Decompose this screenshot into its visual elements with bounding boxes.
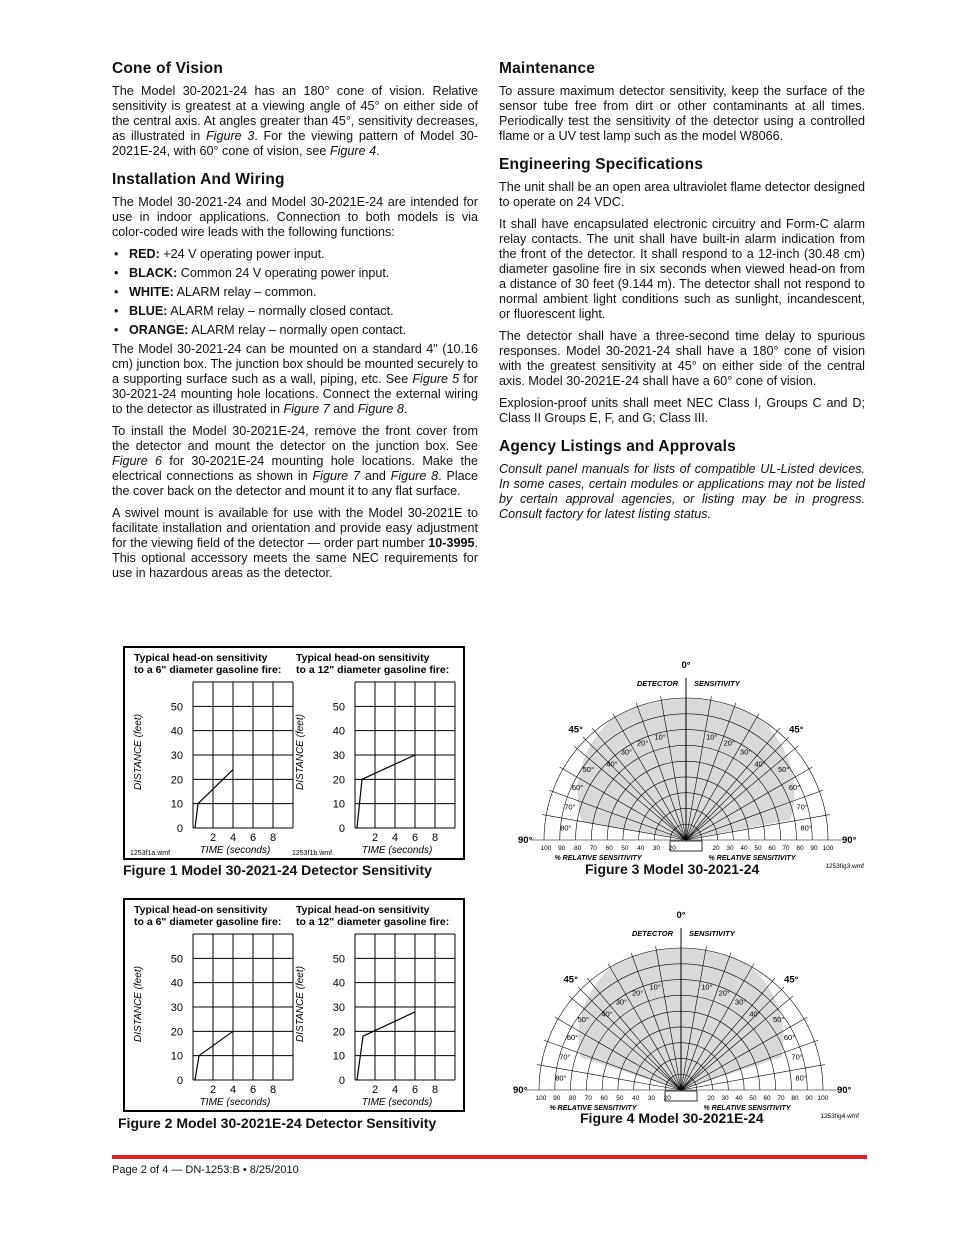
x-tick-label: 4 — [391, 832, 399, 844]
angle-label-right: 70° — [791, 1052, 803, 1062]
angle-label-left: 60° — [571, 783, 584, 793]
angle-label-right: 60° — [783, 1033, 796, 1043]
y-tick-label: 40 — [170, 725, 183, 738]
engineering-paragraph-1: The unit shall be an open area ultraviolet flame detector designed to operate on 24 VDC. — [499, 180, 865, 209]
angle-label-left: 70° — [559, 1052, 571, 1062]
scale-label-right: 20 — [712, 845, 720, 852]
x-tick-label: 6 — [411, 832, 419, 844]
x-axis-label: TIME (seconds) — [199, 845, 271, 856]
zero-angle-label: 0° — [676, 910, 686, 921]
panel-title-line-2: to a 6" diameter gasoline fire: — [134, 916, 282, 928]
y-axis-label: DISTANCE (feet) — [295, 714, 306, 790]
install-heading: Installation And Wiring — [112, 171, 285, 188]
scale-label-right: 30 — [721, 1095, 729, 1102]
scale-label-right: 100 — [822, 845, 834, 852]
x-tick-label: 4 — [391, 1084, 399, 1096]
right-column — [499, 60, 865, 529]
x-tick-label: 8 — [269, 832, 277, 844]
angle-label-right: 40° — [749, 1009, 761, 1019]
engineering-paragraph-3: The detector shall have a three-second time delay to spurious responses. Model 30-2021-24 shall have a 180° cone of vision with the greatest sensitivity at 45° on either side of the central axis. Model 30-2021E-24 shall have a 60° cone of vision. — [499, 329, 865, 388]
scale-label-right: 50 — [754, 845, 762, 852]
panel-title-line-1: Typical head-on sensitivity — [134, 904, 268, 916]
scale-label-left: 90 — [553, 1095, 561, 1102]
angle-label-right: 45° — [784, 974, 799, 986]
file-label: 1253fig4.wmf — [820, 1113, 859, 1120]
y-tick-label: 50 — [170, 701, 183, 714]
panel-title-line-1: Typical head-on sensitivity — [296, 904, 430, 916]
figure-3-polar-diagram — [510, 646, 865, 870]
y-tick-label: 50 — [332, 701, 345, 714]
scale-label-left: 30 — [647, 1095, 656, 1102]
scale-label-right: 60 — [768, 845, 776, 852]
x-axis-label: TIME (seconds) — [361, 845, 433, 856]
panel-title-line-1: Typical head-on sensitivity — [134, 652, 268, 664]
y-tick-label: 50 — [170, 953, 183, 966]
panel-title-line-2: to a 12" diameter gasoline fire: — [296, 916, 450, 928]
angle-label-right: 90° — [837, 1085, 852, 1096]
x-tick-label: 6 — [249, 1084, 257, 1096]
scale-label-left: 80 — [568, 1095, 577, 1102]
x-tick-label: 8 — [269, 1084, 277, 1096]
list-item: • WHITE: ALARM relay – common. — [112, 285, 478, 300]
x-axis-label: TIME (seconds) — [199, 1097, 271, 1108]
scale-label-left: 70 — [589, 845, 597, 852]
agency-paragraph: Consult panel manuals for lists of compatible UL-Listed devices. In some cases, certain modules or applications may not be listed by certain approval agencies, or listing may be in progress. Consult factory for latest listing status. — [499, 462, 865, 521]
y-tick-label: 0 — [338, 823, 345, 835]
relative-sensitivity-right: % RELATIVE SENSITIVITY — [708, 855, 796, 862]
figure-1-chart — [123, 646, 465, 860]
angle-label-left: 45° — [563, 974, 578, 986]
wire-list — [112, 247, 478, 338]
y-axis-label: DISTANCE (feet) — [133, 966, 144, 1042]
list-item: • RED: +24 V operating power input. — [112, 247, 478, 262]
x-tick-label: 2 — [209, 832, 217, 844]
engineering-paragraph-2: It shall have encapsulated electronic circuitry and Form-C alarm relay contacts. The unit shall have built-in alarm indication from the front of the detector. It shall respond to a 12-inch (30.48 cm) diameter gasoline fire in six seconds when viewed head-on from a distance of 30 feet (9.144 m). The detector shall not respond to normal ambient light conditions such as sunlight, incandescent, or fluorescent light. — [499, 217, 865, 321]
y-tick-label: 40 — [332, 725, 345, 738]
x-tick-label: 2 — [371, 1084, 379, 1096]
scale-label-left: 30 — [652, 845, 661, 852]
list-item: • ORANGE: ALARM relay – normally open contact. — [112, 323, 478, 338]
angle-label-left: 40° — [601, 1009, 613, 1019]
sensitivity-label: SENSITIVITY — [689, 929, 735, 938]
install-paragraph-4: A swivel mount is available for use with the Model 30-2021E to facilitate installation and orientation and provide easy adjustment for the viewing field of the detector — order part number 10-3995. This optional accessory meets the same NEC requirements for use in hazardous areas as the detector. — [112, 506, 478, 580]
figure-4-polar-diagram — [505, 896, 860, 1120]
panel-title-line-2: to a 6" diameter gasoline fire: — [134, 664, 282, 676]
scale-label-right: 40 — [735, 1095, 743, 1102]
y-axis-label: DISTANCE (feet) — [295, 966, 306, 1042]
y-tick-label: 30 — [170, 750, 183, 762]
angle-label-right: 80° — [795, 1073, 807, 1083]
angle-label-right: 50° — [773, 1015, 785, 1024]
figure-2-caption: Figure 2 Model 30-2021E-24 Detector Sensitivity — [118, 1115, 437, 1131]
scale-label-right: 60 — [763, 1095, 771, 1102]
y-tick-label: 10 — [332, 798, 345, 811]
engineering-heading: Engineering Specifications — [499, 156, 704, 173]
y-axis-label: DISTANCE (feet) — [133, 714, 144, 790]
y-tick-label: 50 — [332, 953, 345, 966]
angle-label-right: 45° — [789, 724, 804, 736]
angle-label-left: 30° — [615, 997, 628, 1007]
install-paragraph-3: To install the Model 30-2021E-24, remove the front cover from the detector and mount the detector on the junction box. See Figure 6 for 30-2021E-24 mounting hole locations. Make the electrical connections as shown in Figure 7 and Figure 8. Place the cover back on the detector and mount it to any flat surface. — [112, 424, 479, 498]
file-label: 1253f1a.wmf — [130, 850, 171, 857]
x-tick-label: 6 — [411, 1084, 419, 1096]
relative-sensitivity-right: % RELATIVE SENSITIVITY — [703, 1105, 791, 1112]
scale-label-left: 20 — [668, 845, 676, 852]
x-axis-label: TIME (seconds) — [361, 1097, 433, 1108]
angle-label-right: 60° — [788, 783, 801, 793]
figure-2-chart — [123, 898, 465, 1112]
angle-label-left: 60° — [566, 1033, 579, 1043]
x-tick-label: 4 — [229, 1084, 237, 1096]
angle-label-left: 20° — [637, 738, 649, 748]
list-item: • BLACK: Common 24 V operating power input. — [112, 266, 478, 281]
figure-3-caption: Figure 3 Model 30-2021-24 — [585, 861, 760, 877]
scale-label-left: 60 — [600, 1095, 608, 1102]
y-tick-label: 0 — [176, 1075, 183, 1087]
angle-label-left: 45° — [568, 724, 583, 736]
scale-label-right: 80 — [796, 845, 804, 852]
y-tick-label: 30 — [332, 750, 345, 762]
y-tick-label: 40 — [170, 977, 183, 990]
angle-label-left: 50° — [577, 1015, 589, 1024]
angle-label-right: 30° — [734, 997, 747, 1007]
angle-label-left: 20° — [632, 988, 644, 998]
scale-label-right: 50 — [749, 1095, 757, 1102]
y-tick-label: 40 — [332, 977, 345, 990]
angle-label-left: 10° — [654, 732, 666, 742]
scale-label-left: 90 — [558, 845, 566, 852]
list-item: • BLUE: ALARM relay – normally closed contact. — [112, 304, 478, 319]
angle-label-right: 10° — [706, 732, 718, 742]
cone-heading: Cone of Vision — [112, 60, 224, 77]
scale-label-left: 40 — [637, 845, 645, 852]
angle-label-right: 20° — [718, 988, 730, 998]
y-tick-label: 10 — [170, 798, 183, 811]
file-label: 1253fig3.wmf — [825, 863, 864, 870]
scale-label-right: 30 — [726, 845, 734, 852]
scale-label-left: 50 — [621, 845, 629, 852]
scale-label-right: 100 — [817, 1095, 829, 1102]
scale-label-left: 70 — [584, 1095, 592, 1102]
footer-rule — [112, 1155, 867, 1159]
install-paragraph-2: The Model 30-2021-24 can be mounted on a standard 4" (10.16 cm) junction box. The junction box should be mounted securely to a supporting surface such as a wall, piping, etc. See Figure 5 for 30-2021-24 mounting hole locations. Connect the external wiring to the detector as illustrated in Figure 7 and Figure 8. — [112, 342, 478, 416]
angle-label-left: 10° — [649, 982, 661, 992]
scale-label-left: 60 — [605, 845, 613, 852]
angle-label-right: 80° — [800, 823, 812, 833]
scale-label-left: 100 — [535, 1095, 547, 1102]
angle-label-left: 90° — [518, 835, 533, 846]
x-tick-label: 8 — [431, 832, 439, 844]
engineering-paragraph-4: Explosion-proof units shall meet NEC Class I, Groups C and D; Class II Groups E, F, and G; Class III. — [499, 396, 865, 425]
y-tick-label: 20 — [170, 1026, 183, 1039]
relative-sensitivity-left: % RELATIVE SENSITIVITY — [549, 1105, 637, 1112]
panel-title-line-1: Typical head-on sensitivity — [296, 652, 430, 664]
x-tick-label: 2 — [371, 832, 379, 844]
scale-label-left: 100 — [540, 845, 552, 852]
scale-label-right: 20 — [707, 1095, 715, 1102]
footer-text: Page 2 of 4 — DN-1253:B • 8/25/2010 — [112, 1164, 299, 1176]
sensitivity-label: SENSITIVITY — [694, 679, 740, 688]
figure-4-caption: Figure 4 Model 30-2021E-24 — [580, 1110, 764, 1126]
agency-heading: Agency Listings and Approvals — [499, 438, 736, 455]
angle-label-left: 30° — [620, 747, 633, 757]
detector-label: DETECTOR — [636, 679, 678, 688]
scale-label-right: 80 — [791, 1095, 799, 1102]
zero-angle-label: 0° — [681, 660, 691, 671]
x-tick-label: 4 — [229, 832, 237, 844]
angle-label-right: 30° — [739, 747, 752, 757]
scale-label-right: 90 — [805, 1095, 813, 1102]
scale-label-right: 70 — [777, 1095, 785, 1102]
cone-paragraph: The Model 30-2021-24 has an 180° cone of vision. Relative sensitivity is greatest at a viewing angle of 45° on either side of the central axis. At angles greater than 45°, sensitivity decreases, as illustrated in Figure 3. For the viewing pattern of Model 30-2021E-24, with 60° cone of vision, see Figure 4. — [112, 84, 479, 158]
scale-label-right: 90 — [810, 845, 818, 852]
detector-label: DETECTOR — [631, 929, 673, 938]
y-tick-label: 10 — [332, 1050, 345, 1063]
x-tick-label: 6 — [249, 832, 257, 844]
y-tick-label: 20 — [170, 774, 183, 787]
y-tick-label: 30 — [332, 1002, 345, 1014]
relative-sensitivity-left: % RELATIVE SENSITIVITY — [554, 855, 642, 862]
y-tick-label: 10 — [170, 1050, 183, 1063]
x-tick-label: 8 — [431, 1084, 439, 1096]
angle-label-left: 80° — [560, 823, 572, 833]
y-tick-label: 0 — [176, 823, 183, 835]
angle-label-left: 80° — [555, 1073, 567, 1083]
y-tick-label: 30 — [170, 1002, 183, 1014]
angle-label-right: 40° — [754, 759, 766, 769]
scale-label-left: 20 — [663, 1095, 671, 1102]
file-label: 1253f1b.wmf — [292, 850, 333, 857]
angle-label-right: 20° — [723, 738, 735, 748]
x-tick-label: 2 — [209, 1084, 217, 1096]
scale-label-right: 40 — [740, 845, 748, 852]
scale-label-left: 40 — [632, 1095, 640, 1102]
y-tick-label: 20 — [332, 1026, 345, 1039]
y-tick-label: 0 — [338, 1075, 345, 1087]
scale-label-left: 80 — [573, 845, 582, 852]
angle-label-right: 50° — [778, 765, 790, 774]
maintenance-heading: Maintenance — [499, 60, 596, 77]
y-tick-label: 20 — [332, 774, 345, 787]
angle-label-left: 40° — [606, 759, 618, 769]
panel-title-line-2: to a 12" diameter gasoline fire: — [296, 664, 450, 676]
angle-label-left: 70° — [564, 802, 576, 812]
install-paragraph-1: The Model 30-2021-24 and Model 30-2021E-24 are intended for use in indoor applications. Connection to both models is via color-coded wire leads with the following functions: — [112, 195, 478, 239]
scale-label-right: 70 — [782, 845, 790, 852]
angle-label-left: 50° — [582, 765, 594, 774]
left-column — [112, 60, 478, 588]
angle-label-right: 90° — [842, 835, 857, 846]
angle-label-left: 90° — [513, 1085, 528, 1096]
figure-1-caption: Figure 1 Model 30-2021-24 Detector Sensitivity — [123, 862, 432, 878]
angle-label-right: 70° — [796, 802, 808, 812]
maintenance-paragraph: To assure maximum detector sensitivity, keep the surface of the sensor tube free from dirt or other contaminants at all times. Periodically test the sensitivity of the detector using a controlled flame or a UV test lamp such as the model W8066. — [499, 84, 865, 143]
angle-label-right: 10° — [701, 982, 713, 992]
scale-label-left: 50 — [616, 1095, 624, 1102]
